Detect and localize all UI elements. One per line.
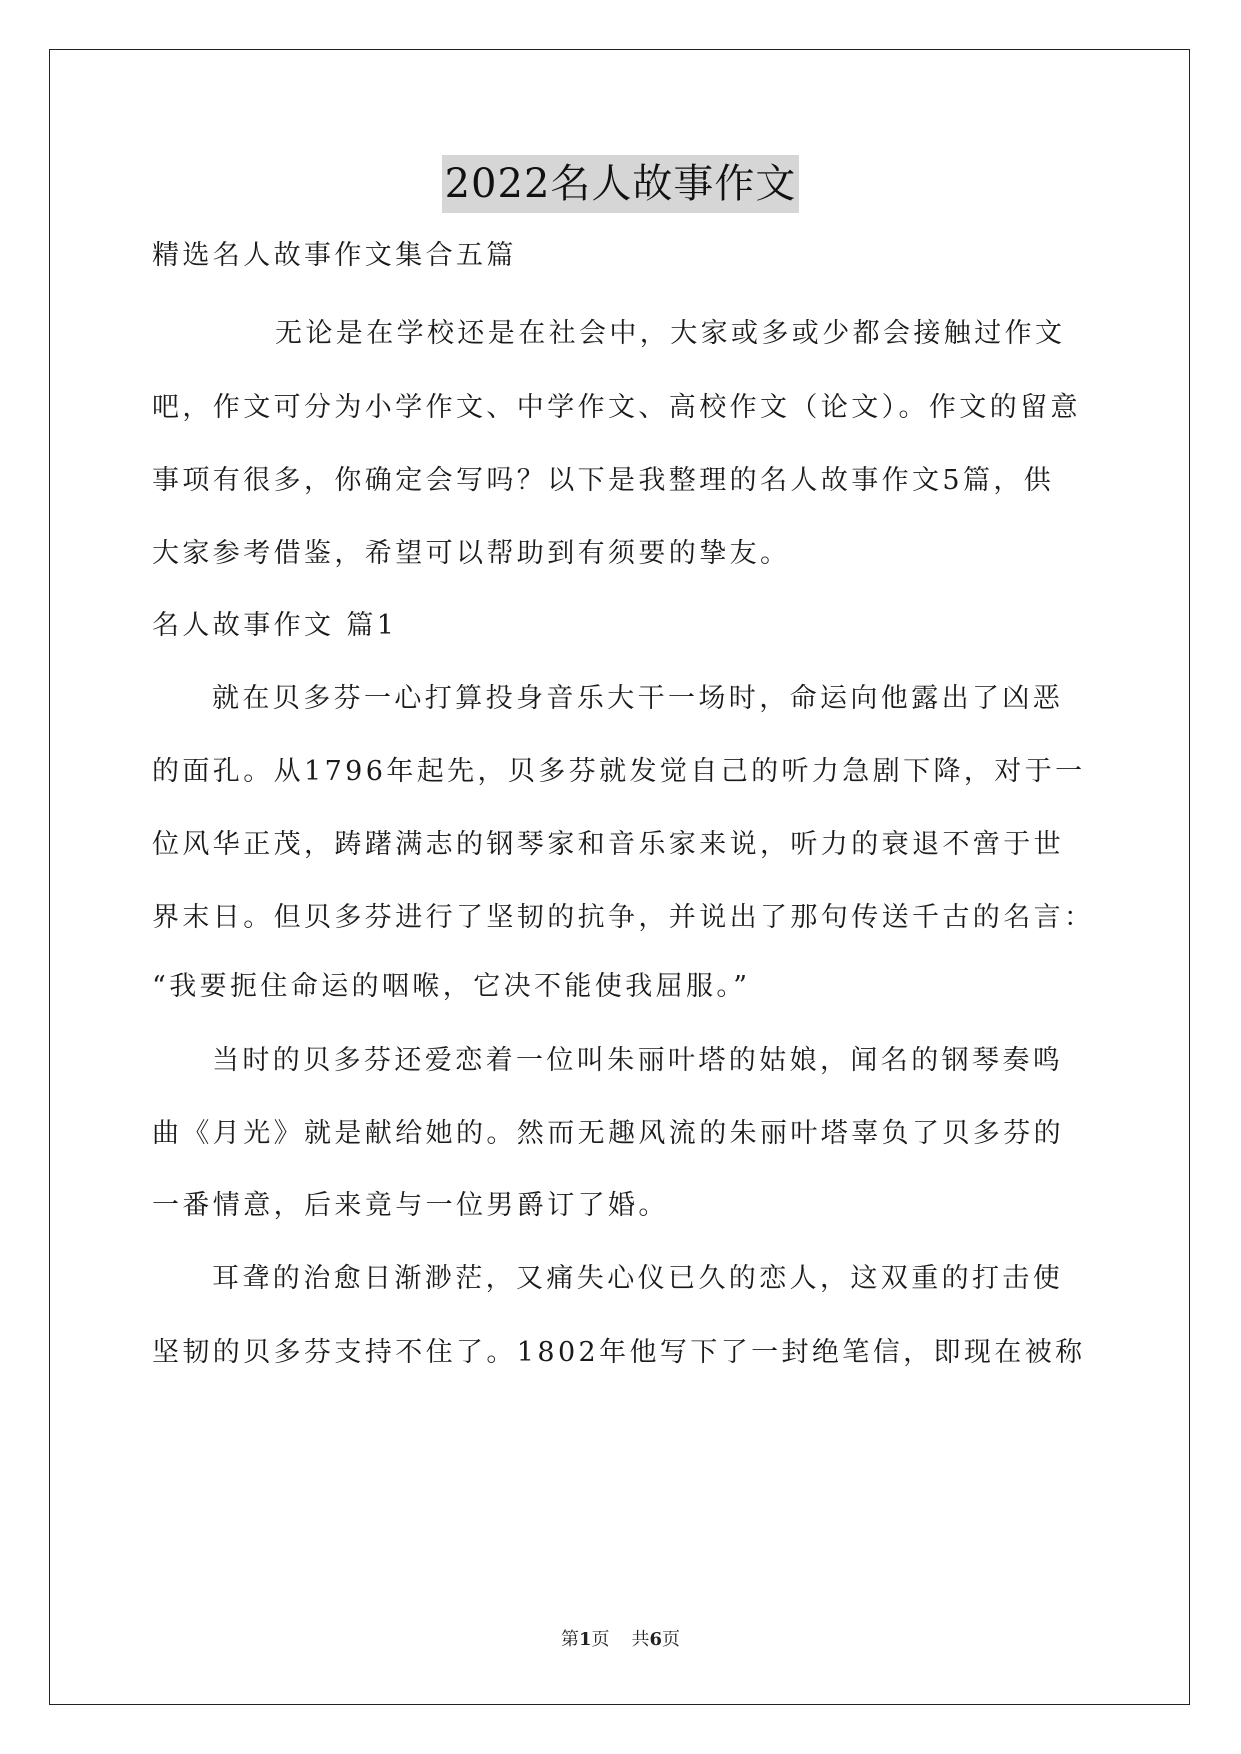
document-subtitle: 精选名人故事作文集合五篇 (152, 240, 517, 271)
page-total-prefix: 共 (631, 1629, 650, 1650)
paragraph3-line-1: 耳聋的治愈日渐渺茫，又痛失心仪已久的恋人，这双重的打击使 (212, 1263, 1064, 1294)
intro-line-3: 事项有很多，你确定会写吗？以下是我整理的名人故事作文5篇，供 (152, 465, 1055, 496)
paragraph2-line-3: 一番情意，后来竟与一位男爵订了婚。 (152, 1190, 669, 1221)
page-number-prefix: 第 (560, 1629, 579, 1650)
document-title: 2022名人故事作文 (442, 155, 800, 213)
section-heading: 名人故事作文 篇1 (152, 610, 398, 641)
paragraph1-line-5: “我要扼住命运的咽喉，它决不能使我屈服。” (152, 971, 751, 1002)
paragraph1-line-3: 位风华正茂，踌躇满志的钢琴家和音乐家来说，听力的衰退不啻于世 (152, 829, 1064, 860)
intro-line-1: 无论是在学校还是在社会中，大家或多或少都会接触过作文 (275, 318, 1066, 349)
paragraph1-line-1: 就在贝多芬一心打算投身音乐大干一场时，命运向他露出了凶恶 (212, 683, 1064, 714)
paragraph1-line-4: 界末日。但贝多芬进行了坚韧的抗争，并说出了那句传送千古的名言： (152, 902, 1095, 933)
paragraph1-line-2: 的面孔。从1796年起先，贝多芬就发觉自己的听力急剧下降，对于一 (152, 756, 1086, 787)
paragraph2-line-1: 当时的贝多芬还爱恋着一位叫朱丽叶塔的姑娘，闻名的钢琴奏鸣 (212, 1045, 1064, 1076)
intro-line-2: 吧，作文可分为小学作文、中学作文、高校作文（论文）。作文的留意 (152, 392, 1081, 423)
page-border (49, 49, 1190, 1705)
intro-line-4: 大家参考借鉴，希望可以帮助到有须要的挚友。 (152, 538, 791, 569)
paragraph2-line-2: 曲《月光》就是献给她的。然而无趣风流的朱丽叶塔辜负了贝多芬的 (152, 1118, 1064, 1149)
page-total-count: 6 (649, 1629, 663, 1650)
paragraph3-line-2: 坚韧的贝多芬支持不住了。1802年他写下了一封绝笔信，即现在被称 (152, 1337, 1086, 1368)
title-container (0, 155, 1241, 213)
page-footer (0, 1628, 1241, 1652)
page-total-suffix: 页 (662, 1629, 681, 1650)
page-number-suffix: 页 (591, 1629, 610, 1650)
page-number-current: 1 (578, 1629, 592, 1650)
